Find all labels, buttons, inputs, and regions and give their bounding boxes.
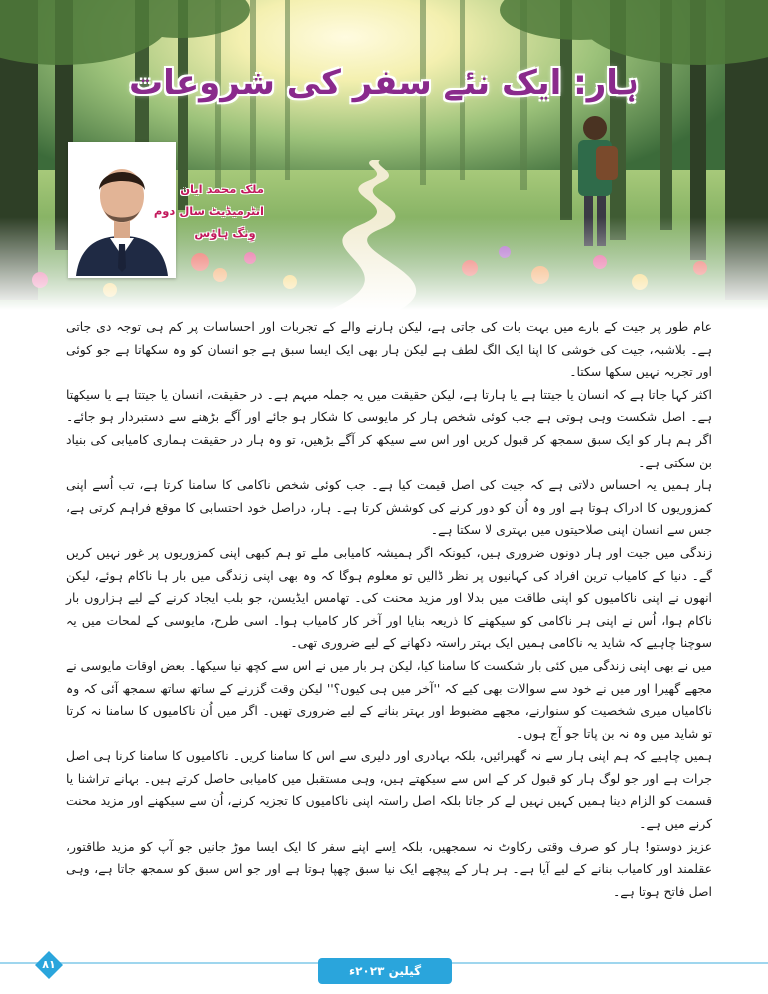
magazine-name: گیلین ۲۰۲۳ء (318, 958, 452, 984)
article-title: ہار: ایک نئے سفر کی شروعات (129, 63, 639, 103)
paragraph: ہمیں چاہیے کہ ہم اپنی ہار سے نہ گھبرائیں، بلکہ بہادری اور دلیری سے اس کا سامنا کریں۔ ناکامیوں کا سامنا کرنا ہی اصل جرات ہے اور جو لوگ ہار کو قبول کر کے اس سے سیکھتے ہیں، وہی مستقبل میں کامیابی حاصل کرتے ہیں۔ بہانے تراشنا یا قسمت کو الزام دینا ہمیں کہیں نہیں لے کر جاتا بلکہ اصل راستہ اپنی ناکامیوں کا تجزیہ کرنے، اُن سے سیکھنے اور مزید محنت کرنے میں ہے۔ (66, 748, 712, 832)
paragraph: عزیز دوستو! ہار کو صرف وقتی رکاوٹ نہ سمجھیں، بلکہ اِسے اپنے سفر کا ایک ایسا موڑ جانیں جو آپ کو مزید طاقتور، عقلمند اور کامیاب بنانے کے لیے آیا ہے۔ ہر ہار کے پیچھے ایک نیا سبق چھپا ہوتا ہے اور جو اس سبق کو سمجھ جاتا ہے، وہی اصل فاتح ہوتا ہے۔ (66, 838, 712, 899)
paragraph: عام طور پر جیت کے بارے میں بہت بات کی جاتی ہے، لیکن ہارنے والے کے تجربات اور احساسات پر کم ہی توجہ دی جاتی ہے۔ بلاشبہ، جیت کی خوشی کا اپنا ایک الگ لطف ہے لیکن ہار بھی ایک ایسا سبق ہے جو انسان کو وہ سکھاتا ہے جو کوئی اور تجربہ نہیں سکھا سکتا۔ (66, 319, 712, 380)
author-byline (153, 178, 264, 244)
paragraph: میں نے بھی اپنی زندگی میں کئی بار شکست کا سامنا کیا، لیکن ہر بار میں نے اس سے کچھ نیا سیکھا۔ بعض اوقات مایوسی نے مجھے گھیرا اور میں نے خود سے سوالات بھی کیے کہ ''آخر میں ہی کیوں؟'' لیکن وقت گزرنے کے ساتھ ساتھ سمجھ آئی کہ وہ ناکامیاں میری شخصیت کو سنوارنے، مجھے مضبوط اور بہتر بنانے کے لیے ضروری تھیں۔ اگر میں اُن ناکامیوں کا سامنا نہ کرتا تو شاید میں وہ نہ بن پاتا جو آج ہوں۔ (66, 657, 712, 741)
author-house: وِنگ ہاؤس (194, 226, 256, 240)
article-body (66, 316, 712, 903)
paragraph: زندگی میں جیت اور ہار دونوں ضروری ہیں، کیونکہ اگر ہمیشہ کامیابی ملے تو ہم کبھی اپنی کمزوریوں پر غور نہیں کریں گے۔ دنیا کے کامیاب ترین افراد کی کہانیوں پر نظر ڈالیں تو معلوم ہوگا کہ وہ بھی اپنی زندگی میں بار ہا ناکام ہوئے، لیکن انھوں نے اپنی ناکامیوں کو اپنی طاقت میں بدلا اور مزید محنت کی۔ تھامس ایڈیسن، جو بلب ایجاد کرنے کے لیے ہزاروں بار ناکام ہوا، اُس نے اپنی ہر ناکامی کو سیکھنے کا ذریعہ بنایا اور آخر کار کامیاب ہوا۔ اسی طرح، مایوسی کے لمحات میں یہ سوچنا چاہیے کہ شاید یہ ناکامی ہمیں ایک بہتر راستہ دکھانے کے لیے ضروری تھی۔ (66, 544, 712, 651)
paragraph: ہار ہمیں یہ احساس دلاتی ہے کہ جیت کی اصل قیمت کیا ہے۔ جب کوئی شخص ناکامی کا سامنا کرتا ہے، تب اُسے اپنی کمزوریوں کا ادراک ہوتا ہے اور وہ اُن کو دور کرنے کی کوشش کرتا ہے۔ ہار، دراصل خود احتسابی کا موقع فراہم کرتی ہے، جس سے انسان اپنی صلاحیتوں میں بہتری لا سکتا ہے۔ (66, 477, 712, 538)
paragraph: اکثر کہا جاتا ہے کہ انسان یا جیتتا ہے یا ہارتا ہے، لیکن حقیقت میں یہ جملہ مبہم ہے۔ در حقیقت، انسان یا جیتتا ہے یا سیکھتا ہے۔ اصل شکست وہی ہوتی ہے جب کوئی شخص ہار کر مایوسی کا شکار ہو جائے اور آگے بڑھنے سے دستبردار ہو جائے۔ اگر ہم ہار کو ایک سبق سمجھ کر قبول کریں اور اس سے سیکھ کر آگے بڑھیں، تو وہ ہار در حقیقت ہماری کامیابی کی بنیاد بن سکتی ہے۔ (66, 386, 712, 470)
author-class: انٹرمیڈیٹ سال دوم (153, 204, 264, 218)
page-number: ۸۱ (42, 958, 56, 971)
author-name: ملک محمد ایان (180, 182, 264, 196)
